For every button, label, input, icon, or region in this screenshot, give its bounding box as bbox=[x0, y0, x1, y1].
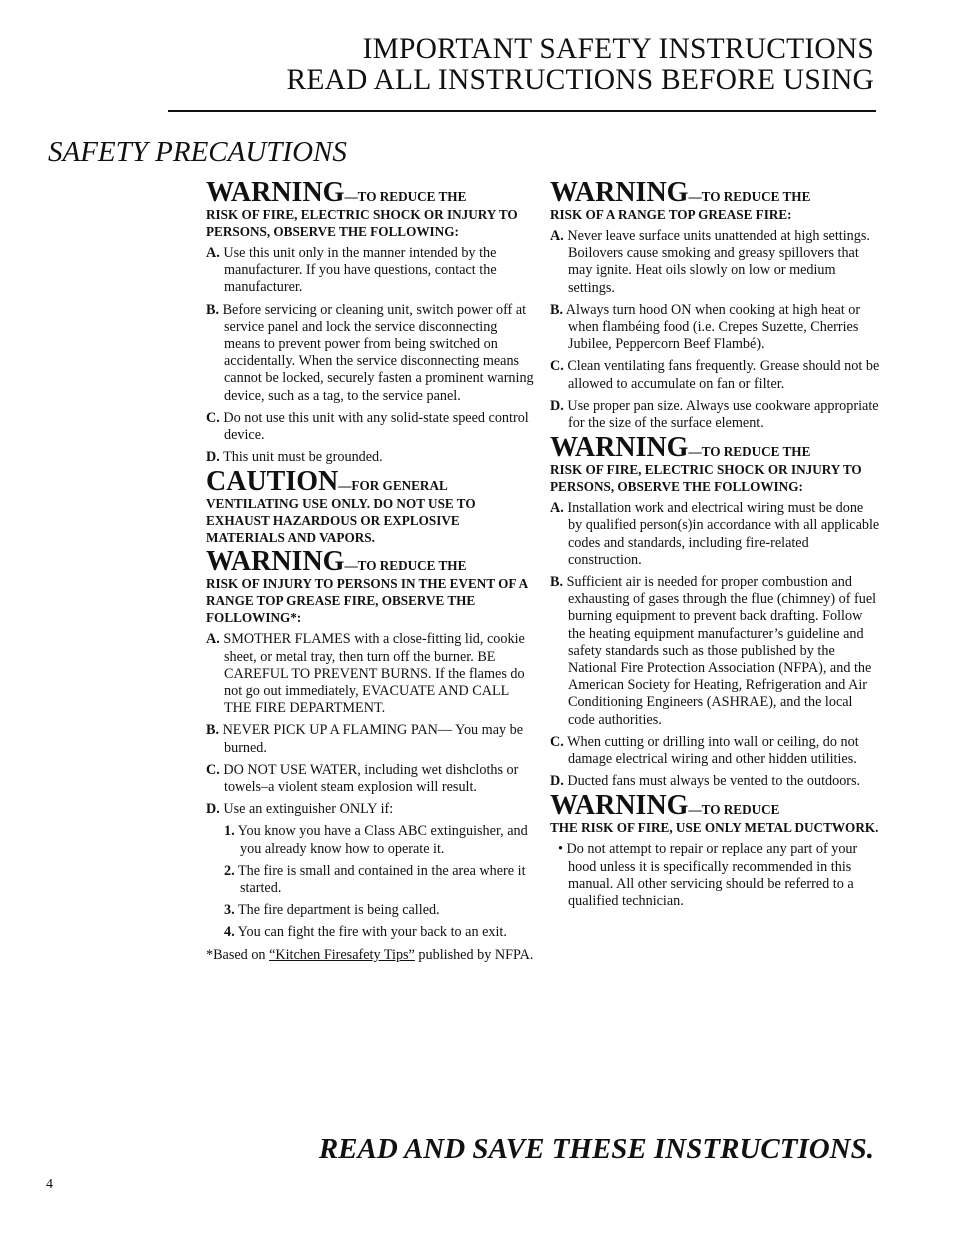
warning-block-4 bbox=[550, 432, 880, 790]
sub-item-text: You know you have a Class ABC extinguisher, and you already know how to operate it. bbox=[237, 823, 528, 857]
item-text: Use this unit only in the manner intended by the manufacturer. If you have questions, contact the manufacturer. bbox=[223, 245, 497, 296]
warning-lead: —TO REDUCE THE bbox=[344, 189, 467, 204]
warning-subtext: RISK OF INJURY TO PERSONS IN THE EVENT OF A RANGE TOP GREASE FIRE, OBSERVE THE FOLLOWING*: bbox=[206, 576, 528, 626]
list-item bbox=[550, 228, 880, 297]
warning-heading bbox=[550, 177, 880, 223]
footnote-suffix: published by NFPA. bbox=[414, 946, 534, 963]
warning-block-1 bbox=[206, 177, 534, 466]
item-text: Installation work and electrical wiring must be done by qualified person(s)in accordance with all applicable codes and standards, including fire-related construction. bbox=[567, 500, 880, 568]
warning-subtext: RISK OF FIRE, ELECTRIC SHOCK OR INJURY TO PERSONS, OBSERVE THE FOLLOWING: bbox=[550, 462, 862, 495]
warning-block-2 bbox=[206, 546, 534, 963]
caution-subtext: VENTILATING USE ONLY. DO NOT USE TO EXHAUST HAZARDOUS OR EXPLOSIVE MATERIALS AND VAPORS. bbox=[206, 496, 476, 546]
warning-lead: —TO REDUCE THE bbox=[688, 189, 811, 204]
page-header bbox=[286, 34, 874, 96]
list-item bbox=[206, 762, 534, 796]
item-label: D. bbox=[550, 397, 564, 414]
warning-keyword: WARNING bbox=[550, 432, 689, 464]
item-text: SMOTHER FLAMES with a close-fitting lid, cookie sheet, or metal tray, then turn off the burner. BE CAREFUL TO PREVENT BURNS. If the flames do not go out immediately, EVACUATE AND CALL THE FIRE DEPARTMENT. bbox=[223, 631, 525, 717]
item-label: A. bbox=[550, 228, 564, 244]
bullet-icon: • bbox=[558, 841, 563, 858]
list-item bbox=[206, 631, 534, 717]
caution-keyword: CAUTION bbox=[206, 466, 339, 498]
item-label: B. bbox=[206, 722, 220, 739]
list-item bbox=[550, 734, 880, 768]
warning-subtext: RISK OF A RANGE TOP GREASE FIRE: bbox=[550, 207, 792, 222]
footnote bbox=[206, 947, 534, 964]
bullet-text: Do not attempt to repair or replace any part of your hood unless it is specifically recommended in this manual. All other servicing should be referred to a qualified technician. bbox=[566, 841, 858, 910]
list-item bbox=[550, 773, 880, 790]
sub-item-label: 2. bbox=[224, 862, 235, 879]
header-rule bbox=[168, 110, 876, 112]
item-text: NEVER PICK UP A FLAMING PAN— You may be burned. bbox=[222, 722, 524, 756]
header-line-2: READ ALL INSTRUCTIONS BEFORE USING bbox=[286, 64, 874, 96]
caution-lead: —FOR GENERAL bbox=[338, 478, 448, 494]
warning-keyword: WARNING bbox=[206, 177, 345, 208]
item-label: A. bbox=[206, 245, 220, 261]
warning-lead: —TO REDUCE THE bbox=[688, 444, 811, 460]
sub-item-label: 4. bbox=[224, 924, 235, 941]
list-item bbox=[206, 302, 534, 405]
warning-subtext: THE RISK OF FIRE, USE ONLY METAL DUCTWORK. bbox=[550, 820, 879, 836]
item-text: Ducted fans must always be vented to the outdoors. bbox=[567, 773, 861, 790]
list-item bbox=[206, 410, 534, 444]
list-item bbox=[550, 302, 880, 354]
warning-heading bbox=[550, 790, 880, 836]
warning-block-5 bbox=[550, 790, 880, 910]
warning-lead: —TO REDUCE THE bbox=[344, 558, 467, 574]
sub-item-label: 3. bbox=[224, 902, 235, 919]
item-text: Do not use this unit with any solid-state speed control device. bbox=[223, 409, 529, 444]
item-text: Sufficient air is needed for proper combustion and exhausting of gases through the flue (chimney) of fuel burning equipment to prevent back drafting. Follow the heating equipment manufacturer’s guideline and safety standards such as those published by the National Fire Protection Association (NFPA), and the American Society for Heating, Refrigeration and Air Conditioning Engineers (ASHRAE), and the local code authorities. bbox=[566, 574, 877, 728]
sub-item-text: The fire department is being called. bbox=[237, 902, 440, 919]
item-text: When cutting or drilling into wall or ceiling, do not damage electrical wiring and other hidden utilities. bbox=[567, 733, 859, 768]
item-text: Use an extinguisher ONLY if: bbox=[223, 801, 394, 818]
list-item bbox=[550, 500, 880, 569]
bullet-item bbox=[550, 841, 880, 910]
page-number: 4 bbox=[46, 1177, 53, 1192]
list-item bbox=[550, 574, 880, 729]
item-label: B. bbox=[550, 301, 564, 318]
warning-heading bbox=[550, 432, 880, 495]
footer-title: READ AND SAVE THESE INSTRUCTIONS. bbox=[318, 1133, 874, 1165]
list-item bbox=[206, 245, 534, 297]
item-label: C. bbox=[550, 733, 564, 750]
warning-subtext: RISK OF FIRE, ELECTRIC SHOCK OR INJURY TO PERSONS, OBSERVE THE FOLLOWING: bbox=[206, 207, 518, 239]
item-text: Clean ventilating fans frequently. Grease should not be allowed to accumulate on fan or filter. bbox=[567, 358, 880, 392]
item-label: B. bbox=[550, 574, 564, 591]
item-label: C. bbox=[206, 761, 220, 778]
list-item bbox=[206, 722, 534, 756]
footnote-link[interactable]: “Kitchen Firesafety Tips” bbox=[269, 946, 415, 963]
item-label: C. bbox=[206, 409, 220, 426]
sub-item-label: 1. bbox=[224, 823, 235, 840]
footnote-prefix: *Based on bbox=[206, 946, 270, 963]
sub-list-item bbox=[206, 823, 534, 857]
warning-keyword: WARNING bbox=[206, 546, 345, 578]
sub-item-text: The fire is small and contained in the area where it started. bbox=[237, 862, 526, 897]
item-label: B. bbox=[206, 301, 220, 318]
item-text: Before servicing or cleaning unit, switch power off at service panel and lock the service disconnecting means to prevent power from being switched on accidentally. When the service disconnecting means cannot be locked, securely fasten a prominent warning device, such as a tag, to the service panel. bbox=[222, 301, 534, 404]
caution-heading bbox=[206, 466, 534, 546]
warning-heading bbox=[206, 546, 534, 626]
warning-block-3 bbox=[550, 177, 880, 432]
item-text: Always turn hood ON when cooking at high heat or when flambéing food (i.e. Crepes Suzette, Cherries Jubilee, Peppercorn Beef Flambé). bbox=[565, 301, 861, 353]
section-title: SAFETY PRECAUTIONS bbox=[48, 136, 347, 168]
item-label: A. bbox=[550, 500, 564, 517]
header-line-1: IMPORTANT SAFETY INSTRUCTIONS bbox=[362, 33, 874, 65]
warning-lead: —TO REDUCE bbox=[688, 802, 780, 818]
right-column bbox=[550, 177, 880, 913]
warning-keyword: WARNING bbox=[550, 790, 689, 822]
item-label: A. bbox=[206, 631, 220, 648]
item-text: This unit must be grounded. bbox=[223, 449, 383, 466]
list-item bbox=[550, 358, 880, 392]
item-text: DO NOT USE WATER, including wet dishcloths or towels–a violent steam explosion will result. bbox=[223, 761, 519, 796]
sub-item-text: You can fight the fire with your back to an exit. bbox=[237, 924, 507, 941]
sub-list-item bbox=[206, 924, 534, 941]
sub-list-item bbox=[206, 863, 534, 897]
list-item bbox=[206, 801, 534, 818]
item-label: D. bbox=[206, 801, 220, 818]
item-label: D. bbox=[550, 773, 564, 790]
warning-heading bbox=[206, 177, 534, 240]
caution-block bbox=[206, 466, 534, 546]
item-text: Use proper pan size. Always use cookware appropriate for the size of the surface element. bbox=[567, 397, 879, 432]
warning-keyword: WARNING bbox=[550, 177, 689, 208]
item-label: D. bbox=[206, 449, 220, 466]
left-column bbox=[206, 177, 534, 967]
item-label: C. bbox=[550, 358, 564, 375]
sub-list-item bbox=[206, 902, 534, 919]
item-text: Never leave surface units unattended at high settings. Boilovers cause smoking and greasy spillovers that may ignite. Heat oils slowly on low or medium settings. bbox=[567, 228, 870, 296]
list-item bbox=[550, 398, 880, 432]
list-item bbox=[206, 449, 534, 466]
